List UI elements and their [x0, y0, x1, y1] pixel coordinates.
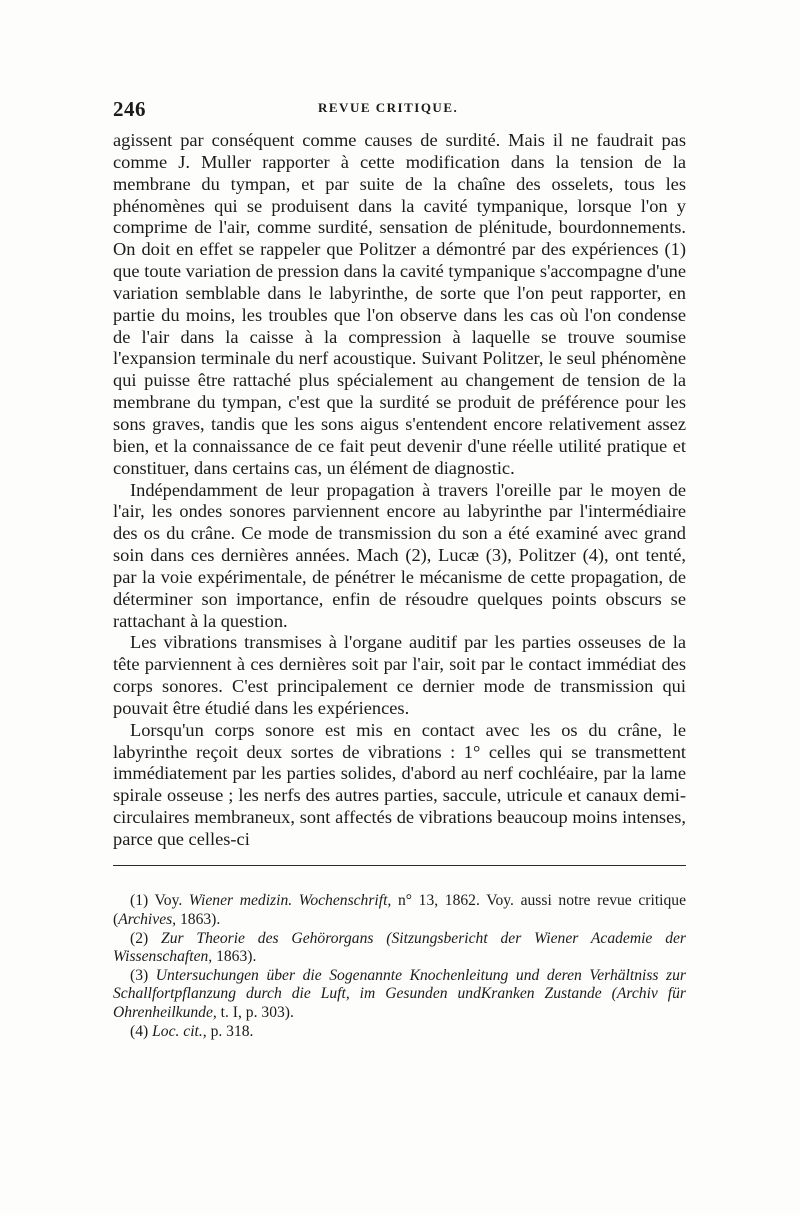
paragraph-2: Indépendamment de leur propagation à travers l'oreille par le moyen de l'air, les ondes sonores parviennent encore au labyrinthe par l'intermédiaire des os du crâne. Ce mode de transmission du son a été examiné avec grand soin dans ces dernières années. Mach (2), Lucæ (3), Politzer (4), ont tenté, par la voie expérimentale, de pénétrer le mécanisme de cette propagation, de déterminer son importance, enfin de résoudre quelques points obscurs se rattachant à la question. [113, 479, 686, 631]
page [113, 97, 686, 1041]
footnote-separator [113, 865, 686, 867]
footnote-4: (4) Loc. cit., p. 318. [130, 1022, 254, 1040]
body-text [113, 130, 686, 851]
footnotes [113, 892, 686, 1041]
paragraph-4: Lorsqu'un corps sonore est mis en contact avec les os du crâne, le labyrinthe reçoit deux sortes de vibrations : 1° celles qui se transmettent immédiatement par les parties solides, d'abord au nerf cochléaire, par la lame spirale osseuse ; les nerfs des autres parties, saccule, utricule et canaux demi-circulaires membraneux, sont affectés de vibrations beaucoup moins intenses, parce que celles-ci [113, 719, 686, 849]
running-title: REVUE CRITIQUE. [318, 100, 459, 115]
footnote-3: (3) Untersuchungen über die Sogenannte Knochenleitung und deren Verhältniss zur Schallfortpflanzung durch die Luft, im Gesunden undKranken Zustande (Archiv für Ohrenheilkunde, t. I, p. 303). [113, 966, 686, 1021]
page-header [113, 97, 686, 121]
paragraph-3: Les vibrations transmises à l'organe auditif par les parties osseuses de la tête parviennent à ces dernières soit par l'air, soit par le contact immédiat des corps sonores. C'est principalement ce dernier mode de transmission qui pouvait être étudié dans les expériences. [113, 632, 686, 718]
footnote-1: (1) Voy. Wiener medizin. Wochenschrift, n° 13, 1862. Voy. aussi notre revue critique (Archives, 1863). [113, 892, 686, 928]
page-number: 246 [113, 97, 146, 121]
footnote-2: (2) Zur Theorie des Gehörorgans (Sitzungsbericht der Wiener Academie der Wissenschaften, 1863). [113, 929, 686, 966]
paragraph-1: agissent par conséquent comme causes de surdité. Mais il ne faudrait pas comme J. Muller rapporter à cette modification dans la tension de la membrane du tympan, et par suite de la chaîne des osselets, tous les phénomènes qui se produisent dans la cavité tympanique, lorsque l'on y comprime de l'air, comme surdité, sensation de plénitude, bourdonnements. On doit en effet se rappeler que Politzer a démontré par des expériences (1) que toute variation de pression dans la cavité tympanique s'accompagne d'une variation semblable dans le labyrinthe, de sorte que l'on peut rapporter, en partie du moins, les troubles que l'on observe dans les cas où l'on condense de l'air dans la caisse à la compression à laquelle se trouve soumise l'expansion terminale du nerf acoustique. Suivant Politzer, le seul phénomène qui puisse être rattaché plus spécialement au changement de tension de la membrane du tympan, c'est que la surdité se produit de préférence pour les sons graves, tandis que les sons aigus s'entendent encore relativement assez bien, et la connaissance de ce fait peut devenir d'une réelle utilité pratique et constituer, dans certains cas, un élément de diagnostic. [113, 130, 686, 478]
